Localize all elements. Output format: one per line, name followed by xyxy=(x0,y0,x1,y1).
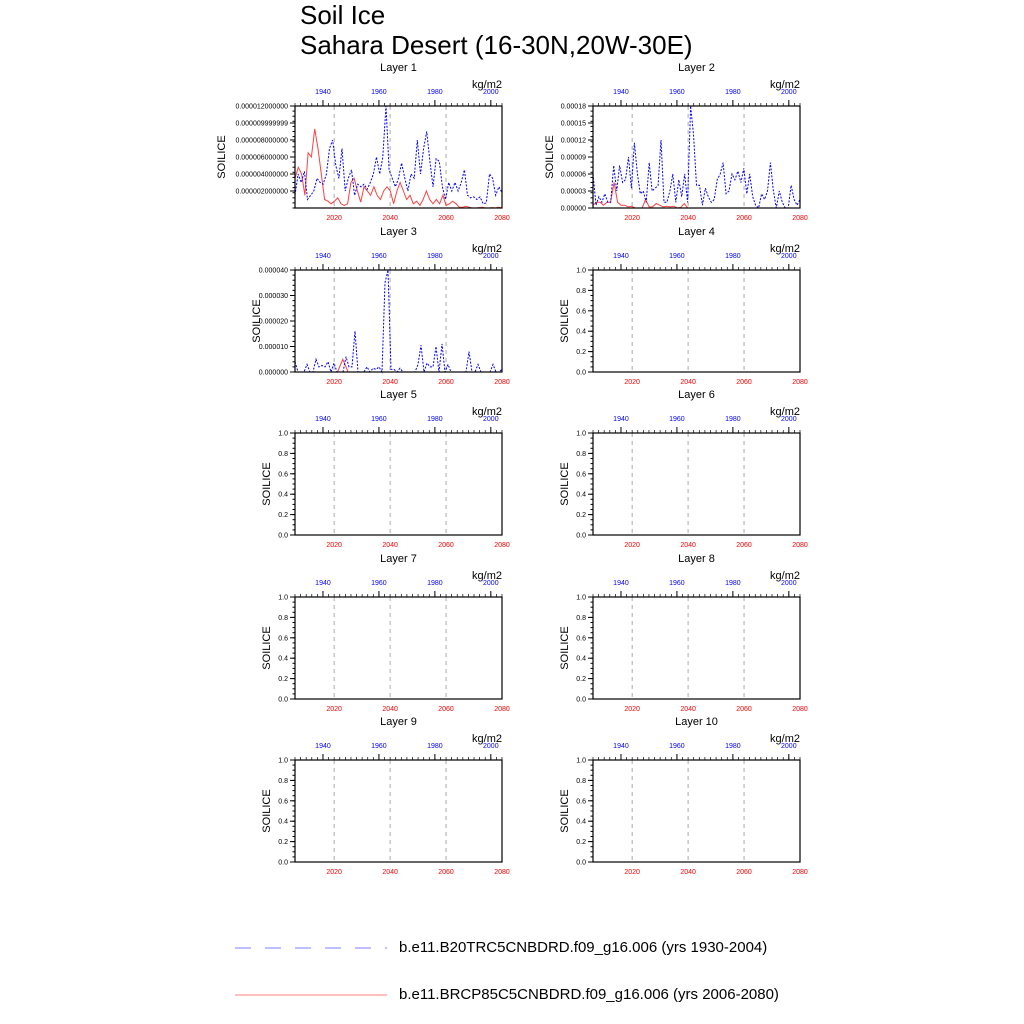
y-tick-label: 0.000006000000 xyxy=(235,154,288,162)
panel-3 xyxy=(251,226,510,386)
y-tick-label: 0.00015 xyxy=(560,120,586,128)
x-top-tick-label: 2000 xyxy=(781,253,797,260)
y-tick-label: 0.6 xyxy=(576,635,586,643)
y-tick-label: 0.000010 xyxy=(258,344,288,351)
units-label: kg/m2 xyxy=(770,406,800,418)
x-bottom-tick-label: 2020 xyxy=(326,542,342,549)
units-label: kg/m2 xyxy=(770,79,800,91)
x-bottom-tick-label: 2060 xyxy=(736,379,752,386)
x-top-tick-label: 2000 xyxy=(483,416,499,423)
x-bottom-tick-label: 2080 xyxy=(792,379,808,386)
y-tick-label: 0.6 xyxy=(278,798,288,806)
panel-title: Layer 9 xyxy=(380,716,417,728)
x-bottom-tick-label: 2080 xyxy=(494,379,510,386)
y-tick-label: 1.0 xyxy=(278,594,288,602)
panel-title: Layer 4 xyxy=(678,226,715,238)
panel-title: Layer 6 xyxy=(678,389,715,401)
y-tick-label: 0.8 xyxy=(576,614,586,622)
panel-title: Layer 8 xyxy=(678,553,715,565)
plot-frame xyxy=(295,760,502,862)
x-bottom-tick-label: 2040 xyxy=(680,379,696,386)
x-bottom-tick-label: 2020 xyxy=(624,379,640,386)
series-rcp85 xyxy=(295,129,502,208)
x-bottom-tick-label: 2020 xyxy=(624,215,640,222)
x-top-tick-label: 1960 xyxy=(371,253,387,260)
x-top-tick-label: 1940 xyxy=(613,89,629,96)
x-top-tick-label: 1960 xyxy=(371,89,387,96)
y-tick-label: 1.0 xyxy=(576,267,586,275)
x-top-tick-label: 2000 xyxy=(483,580,499,587)
legend-label-rcp85: b.e11.BRCP85C5CNBDRD.f09_g16.006 (yrs 2006-2080) xyxy=(399,986,779,1003)
x-top-tick-label: 1960 xyxy=(669,743,685,750)
x-bottom-tick-label: 2040 xyxy=(680,869,696,876)
x-top-tick-label: 1940 xyxy=(613,253,629,260)
y-tick-label: 0.2 xyxy=(576,839,586,847)
panel-8 xyxy=(559,553,808,713)
y-tick-label: 0.000040 xyxy=(258,267,288,275)
y-tick-label: 0.8 xyxy=(576,287,586,295)
x-bottom-tick-label: 2080 xyxy=(792,542,808,549)
x-top-tick-label: 1940 xyxy=(613,743,629,750)
panel-title: Layer 3 xyxy=(380,226,417,238)
x-bottom-tick-label: 2040 xyxy=(680,542,696,549)
y-axis-label: SOILICE xyxy=(559,299,571,343)
y-tick-label: 1.0 xyxy=(576,594,586,602)
plot-frame xyxy=(593,270,800,372)
x-bottom-tick-label: 2020 xyxy=(624,542,640,549)
y-tick-label: 1.0 xyxy=(576,430,586,438)
x-top-tick-label: 2000 xyxy=(483,743,499,750)
x-top-tick-label: 2000 xyxy=(781,743,797,750)
x-top-tick-label: 1980 xyxy=(427,89,443,96)
plot-frame xyxy=(295,106,502,208)
panel-title: Layer 10 xyxy=(675,716,718,728)
y-tick-label: 0.2 xyxy=(576,349,586,357)
x-top-tick-label: 1980 xyxy=(725,253,741,260)
y-tick-label: 0.00006 xyxy=(560,171,586,179)
x-bottom-tick-label: 2060 xyxy=(438,542,454,549)
x-bottom-tick-label: 2060 xyxy=(736,869,752,876)
y-tick-label: 0.6 xyxy=(576,471,586,479)
x-top-tick-label: 1980 xyxy=(725,89,741,96)
x-top-tick-label: 1940 xyxy=(315,580,331,587)
x-bottom-tick-label: 2060 xyxy=(736,215,752,222)
y-axis-label: SOILICE xyxy=(559,462,571,506)
y-tick-label: 0.0 xyxy=(576,532,586,540)
x-top-tick-label: 1940 xyxy=(315,416,331,423)
units-label: kg/m2 xyxy=(770,570,800,582)
chart-title: Soil Ice xyxy=(300,0,386,30)
x-top-tick-label: 2000 xyxy=(483,253,499,260)
y-tick-label: 0.6 xyxy=(278,471,288,479)
x-top-tick-label: 1980 xyxy=(427,580,443,587)
y-tick-label: 0.6 xyxy=(576,308,586,316)
x-bottom-tick-label: 2080 xyxy=(792,869,808,876)
x-bottom-tick-label: 2080 xyxy=(494,542,510,549)
y-tick-label: 0.000009999999 xyxy=(235,120,288,128)
x-top-tick-label: 1960 xyxy=(669,580,685,587)
y-tick-label: 0.2 xyxy=(576,676,586,684)
y-tick-label: 0.4 xyxy=(278,491,288,499)
y-axis-label: SOILICE xyxy=(261,789,273,833)
panel-2 xyxy=(544,62,808,222)
x-bottom-tick-label: 2060 xyxy=(438,706,454,713)
x-bottom-tick-label: 2040 xyxy=(382,215,398,222)
x-top-tick-label: 1940 xyxy=(613,580,629,587)
x-top-tick-label: 1960 xyxy=(371,580,387,587)
x-top-tick-label: 1960 xyxy=(669,253,685,260)
y-tick-label: 0.0 xyxy=(278,696,288,704)
x-bottom-tick-label: 2080 xyxy=(494,215,510,222)
series-historical xyxy=(295,106,502,204)
y-tick-label: 1.0 xyxy=(576,757,586,765)
units-label: kg/m2 xyxy=(770,733,800,745)
y-tick-label: 0.8 xyxy=(576,777,586,785)
y-tick-label: 0.6 xyxy=(576,798,586,806)
y-tick-label: 0.6 xyxy=(278,635,288,643)
y-axis-label: SOILICE xyxy=(251,299,263,343)
x-bottom-tick-label: 2060 xyxy=(438,215,454,222)
y-tick-label: 0.0 xyxy=(278,859,288,867)
x-bottom-tick-label: 2040 xyxy=(680,706,696,713)
panel-title: Layer 2 xyxy=(678,62,715,74)
series-rcp85 xyxy=(593,183,800,209)
chart-subtitle: Sahara Desert (16-30N,20W-30E) xyxy=(300,30,693,60)
panel-10 xyxy=(559,716,808,876)
plot-frame xyxy=(593,433,800,535)
y-tick-label: 0.4 xyxy=(576,491,586,499)
y-tick-label: 0.0 xyxy=(576,859,586,867)
x-bottom-tick-label: 2040 xyxy=(382,706,398,713)
units-label: kg/m2 xyxy=(472,243,502,255)
panel-title: Layer 7 xyxy=(380,553,417,565)
x-top-tick-label: 1980 xyxy=(427,253,443,260)
y-tick-label: 1.0 xyxy=(278,430,288,438)
y-tick-label: 0.000000 xyxy=(258,369,288,377)
y-tick-label: 0.00018 xyxy=(560,103,586,111)
x-top-tick-label: 1960 xyxy=(371,416,387,423)
y-tick-label: 0.00000 xyxy=(560,205,586,213)
y-tick-label: 0.0 xyxy=(278,532,288,540)
y-tick-label: 0.4 xyxy=(576,818,586,826)
y-tick-label: 0.000008000000 xyxy=(235,137,288,145)
legend-label-historical: b.e11.B20TRC5CNBDRD.f09_g16.006 (yrs 1930-2004) xyxy=(399,939,768,956)
plot-frame xyxy=(295,433,502,535)
panel-title: Layer 1 xyxy=(380,62,417,74)
series-historical xyxy=(295,270,502,372)
x-top-tick-label: 1980 xyxy=(725,416,741,423)
x-bottom-tick-label: 2020 xyxy=(326,215,342,222)
y-axis-label: SOILICE xyxy=(559,626,571,670)
x-top-tick-label: 1960 xyxy=(669,416,685,423)
panel-6 xyxy=(559,389,808,549)
x-bottom-tick-label: 2060 xyxy=(736,706,752,713)
y-tick-label: 0.00012 xyxy=(560,137,586,145)
y-tick-label: 0.8 xyxy=(278,450,288,458)
y-tick-label: 0.0 xyxy=(576,696,586,704)
y-axis-label: SOILICE xyxy=(261,462,273,506)
y-tick-label: 0.2 xyxy=(278,676,288,684)
x-bottom-tick-label: 2020 xyxy=(624,869,640,876)
x-bottom-tick-label: 2080 xyxy=(494,706,510,713)
units-label: kg/m2 xyxy=(472,79,502,91)
x-bottom-tick-label: 2060 xyxy=(736,542,752,549)
y-tick-label: 0.4 xyxy=(278,655,288,663)
x-bottom-tick-label: 2060 xyxy=(438,869,454,876)
y-axis-label: SOILICE xyxy=(216,135,228,179)
y-tick-label: 0.2 xyxy=(576,512,586,520)
x-top-tick-label: 1960 xyxy=(371,743,387,750)
x-bottom-tick-label: 2040 xyxy=(382,542,398,549)
y-tick-label: 0.000004000000 xyxy=(235,171,288,179)
panel-5 xyxy=(261,389,510,549)
x-bottom-tick-label: 2020 xyxy=(624,706,640,713)
x-top-tick-label: 2000 xyxy=(781,89,797,96)
plot-frame xyxy=(593,106,800,208)
x-top-tick-label: 1980 xyxy=(725,580,741,587)
y-tick-label: 1.0 xyxy=(278,757,288,765)
y-tick-label: 0.00009 xyxy=(560,154,586,162)
y-tick-label: 0.8 xyxy=(576,450,586,458)
x-bottom-tick-label: 2020 xyxy=(326,869,342,876)
y-tick-label: 0.4 xyxy=(576,328,586,336)
x-top-tick-label: 1940 xyxy=(315,89,331,96)
series-historical xyxy=(593,106,800,208)
x-bottom-tick-label: 2040 xyxy=(382,379,398,386)
x-top-tick-label: 1940 xyxy=(315,253,331,260)
y-tick-label: 0.4 xyxy=(278,818,288,826)
x-top-tick-label: 1960 xyxy=(669,89,685,96)
y-tick-label: 0.000020 xyxy=(258,318,288,326)
plot-frame xyxy=(593,760,800,862)
y-tick-label: 0.2 xyxy=(278,512,288,520)
plot-frame xyxy=(593,597,800,699)
x-top-tick-label: 2000 xyxy=(483,89,499,96)
panel-4 xyxy=(559,226,808,386)
x-bottom-tick-label: 2060 xyxy=(438,379,454,386)
x-top-tick-label: 1980 xyxy=(427,416,443,423)
x-bottom-tick-label: 2020 xyxy=(326,706,342,713)
x-bottom-tick-label: 2080 xyxy=(792,215,808,222)
x-bottom-tick-label: 2080 xyxy=(494,869,510,876)
y-axis-label: SOILICE xyxy=(559,789,571,833)
units-label: kg/m2 xyxy=(472,570,502,582)
panel-1 xyxy=(216,62,510,222)
y-tick-label: 0.000012000000 xyxy=(235,103,288,111)
y-tick-label: 0.000002000000 xyxy=(235,188,288,196)
x-top-tick-label: 1940 xyxy=(613,416,629,423)
y-tick-label: 0.000030 xyxy=(258,293,288,300)
x-top-tick-label: 2000 xyxy=(781,416,797,423)
y-tick-label: 0.2 xyxy=(278,839,288,847)
y-tick-label: 0.00003 xyxy=(560,188,586,196)
y-tick-label: 0.8 xyxy=(278,777,288,785)
units-label: kg/m2 xyxy=(472,733,502,745)
y-axis-label: SOILICE xyxy=(544,135,556,179)
plot-frame xyxy=(295,270,502,372)
y-axis-label: SOILICE xyxy=(261,626,273,670)
panel-9 xyxy=(261,716,510,876)
plot-frame xyxy=(295,597,502,699)
units-label: kg/m2 xyxy=(472,406,502,418)
x-top-tick-label: 1940 xyxy=(315,743,331,750)
y-tick-label: 0.8 xyxy=(278,614,288,622)
units-label: kg/m2 xyxy=(770,243,800,255)
x-top-tick-label: 1980 xyxy=(725,743,741,750)
panel-7 xyxy=(261,553,510,713)
panel-title: Layer 5 xyxy=(380,389,417,401)
x-bottom-tick-label: 2080 xyxy=(792,706,808,713)
x-bottom-tick-label: 2020 xyxy=(326,379,342,386)
x-bottom-tick-label: 2040 xyxy=(680,215,696,222)
x-top-tick-label: 2000 xyxy=(781,580,797,587)
x-bottom-tick-label: 2040 xyxy=(382,869,398,876)
y-tick-label: 0.0 xyxy=(576,369,586,377)
y-tick-label: 0.4 xyxy=(576,655,586,663)
x-top-tick-label: 1980 xyxy=(427,743,443,750)
